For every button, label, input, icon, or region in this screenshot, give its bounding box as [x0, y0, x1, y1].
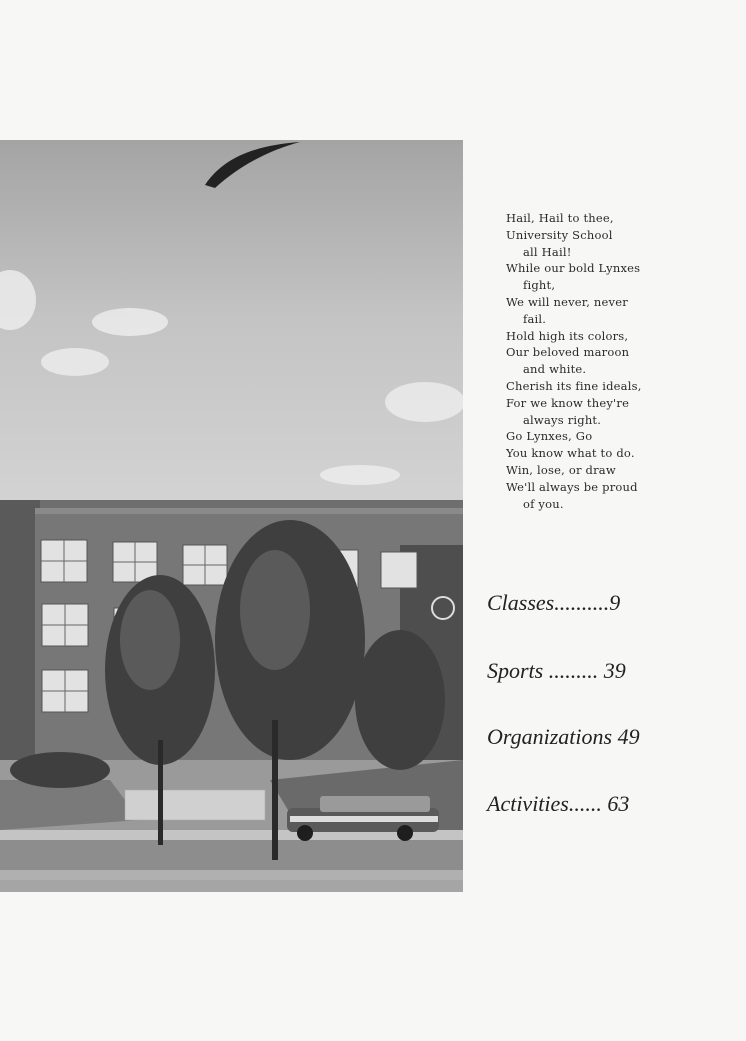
poem-line: of you.: [523, 496, 564, 511]
poem-line: We'll always be proud: [506, 479, 638, 494]
poem-line: We will never, never: [506, 294, 628, 309]
poem-line: You know what to do.: [506, 446, 635, 461]
poem-line: and white.: [523, 362, 587, 377]
poem-line: Go Lynxes, Go: [506, 429, 593, 444]
toc-sports[interactable]: Sports ......... 39: [487, 658, 626, 683]
poem-line: always right.: [523, 412, 602, 427]
poem-line: University School: [506, 227, 613, 242]
poem-line: all Hail!: [523, 244, 572, 259]
poem-line: fight,: [523, 278, 556, 293]
toc-organizations[interactable]: Organizations 49: [487, 724, 640, 749]
poem-line: Win, lose, or draw: [506, 462, 616, 477]
poem-line: fail.: [523, 311, 547, 326]
school-song: [506, 210, 686, 512]
poem-line: Hail, Hail to thee,: [506, 211, 614, 225]
toc-classes[interactable]: Classes..........9: [487, 590, 621, 615]
poem-line: For we know they're: [506, 395, 630, 410]
poem-line: Hold high its colors,: [506, 328, 629, 343]
school-building-photo: [0, 140, 463, 892]
toc-activities[interactable]: Activities...... 63: [487, 791, 630, 816]
poem-line: Cherish its fine ideals,: [506, 378, 642, 393]
poem-line: Our beloved maroon: [506, 345, 630, 360]
poem-line: While our bold Lynxes: [506, 261, 641, 276]
